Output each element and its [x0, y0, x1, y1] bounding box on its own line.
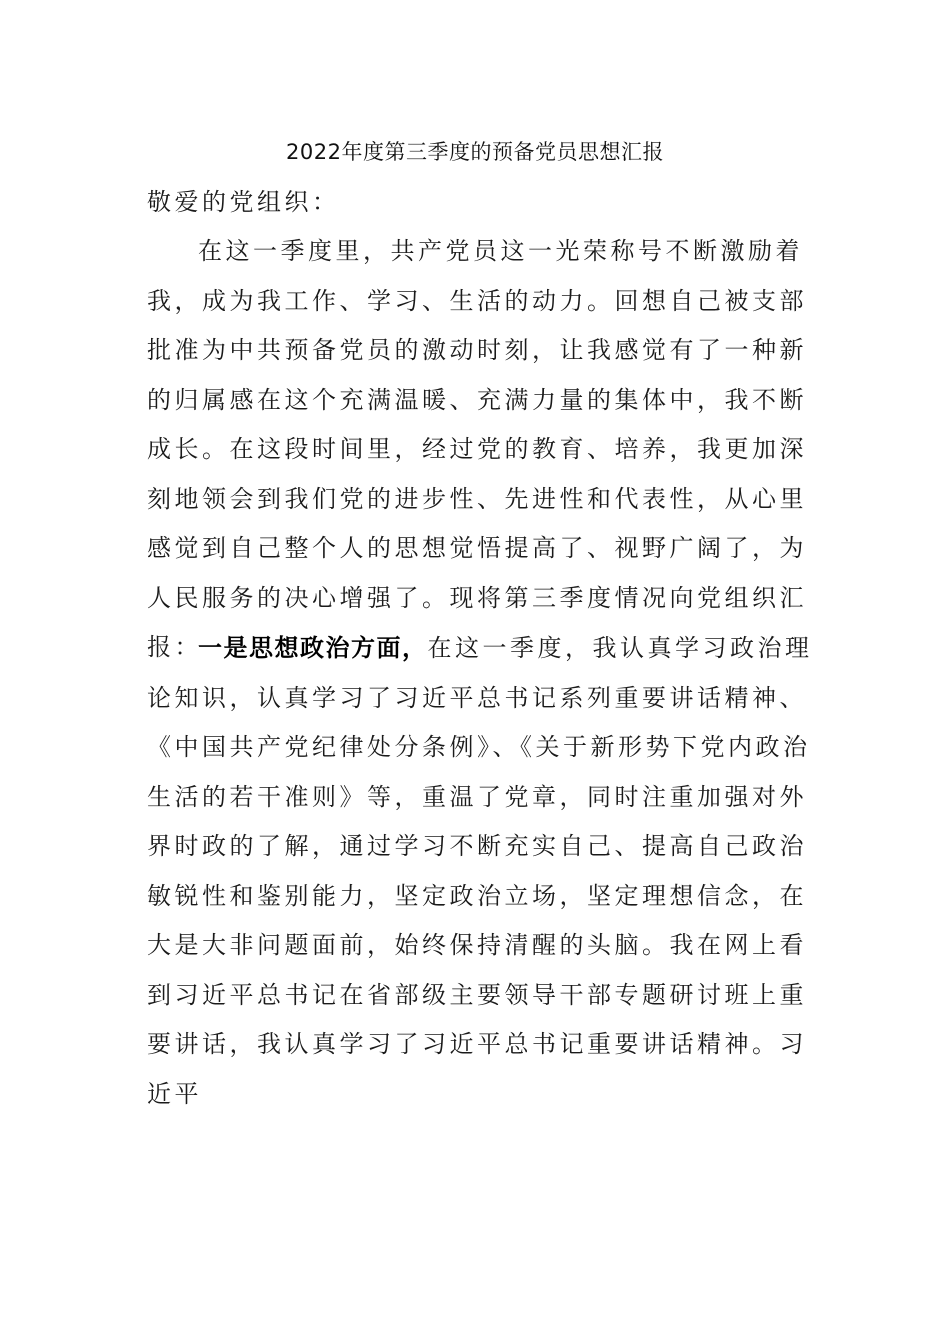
salutation: 敬爱的党组织：: [147, 188, 340, 216]
paragraph-political: [147, 624, 827, 1119]
paragraph-lead-heading: 一是思想政治方面，: [198, 634, 428, 662]
paragraph-intro: 在这一季度里，共产党员这一光荣称号不断激励着我，成为我工作、学习、生活的动力。回想自己被支部批准为中共预备党员的激动时刻，让我感觉有了一种新的归属感在这个充满温暖、充满力量的集体中，我不断成长。在这段时间里，经过党的教育、培养，我更加深刻地领会到我们党的进步性、先进性和代表性，从心里感觉到自己整个人的思想觉悟提高了、视野广阔了，为人民服务的决心增强了。现将第三季度情况向党组织汇报：: [147, 237, 807, 661]
paragraph-political-body: 在这一季度，我认真学习政治理论知识，认真学习了习近平总书记系列重要讲话精神、《中国共产党纪律处分条例》、《关于新形势下党内政治生活的若干准则》等，重温了党章，同时注重加强对外界时政的了解，通过学习不断充实自己、提高自己政治敏锐性和鉴别能力，坚定政治立场，坚定理想信念，在大是大非问题面前，始终保持清醒的头脑。我在网上看到习近平总书记在省部级主要领导干部专题研讨班上重要讲话，我认真学习了习近平总书记重要讲话精神。习近平: [147, 634, 813, 1108]
document-title: 2022年度第三季度的预备党员思想汇报: [286, 140, 664, 164]
